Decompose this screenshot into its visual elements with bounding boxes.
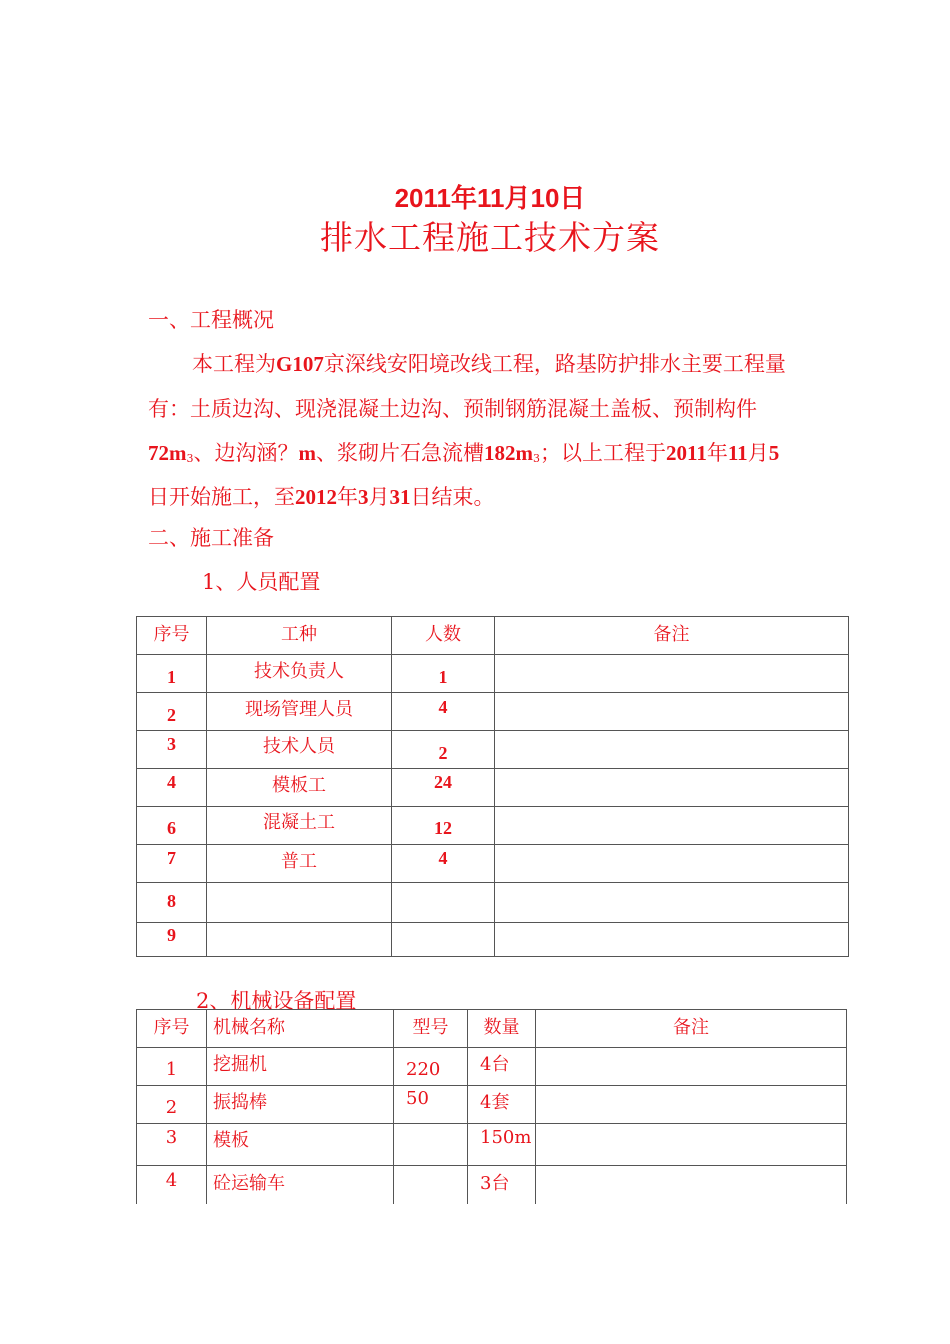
row-name: 砼运输车 <box>213 1173 285 1194</box>
row-qty: 150m <box>480 1127 532 1148</box>
row-type: 技术人员 <box>263 736 335 757</box>
table-row <box>137 807 849 845</box>
table-row <box>137 845 849 883</box>
row-no: 2 <box>165 1097 178 1118</box>
table-row <box>137 693 849 731</box>
header-qty: 数量 <box>483 1017 520 1038</box>
equipment-subheading: 2、机械设备配置 <box>196 989 357 1013</box>
row-count: 24 <box>434 772 452 792</box>
row-type: 现场管理人员 <box>245 699 353 720</box>
table-row <box>137 769 849 807</box>
row-count: 2 <box>438 743 448 763</box>
row-count: 4 <box>438 697 448 717</box>
document-date: 2011年11月10日 <box>394 183 586 213</box>
row-count: 12 <box>434 818 452 838</box>
table-row <box>137 1124 847 1166</box>
row-qty: 4台 <box>480 1054 510 1075</box>
row-type: 模板工 <box>272 775 326 796</box>
table-header-row <box>137 617 849 655</box>
row-no: 6 <box>167 818 176 838</box>
header-model: 型号 <box>412 1017 449 1038</box>
row-no: 2 <box>167 705 176 725</box>
paragraph-line-4: 日开始施工，至2012年3月31日结束。 <box>148 485 495 509</box>
personnel-table <box>136 616 849 957</box>
equipment-table <box>136 1009 847 1204</box>
header-type: 工种 <box>281 624 317 645</box>
table-row <box>137 731 849 769</box>
row-name: 挖掘机 <box>213 1054 267 1075</box>
paragraph-line-3: $72m_3$、边沟涵？m、浆砌片石急流槽$182m_3$；以上工程于2011年11月5 <box>148 441 780 465</box>
row-model: 50 <box>406 1088 429 1109</box>
header-count: 人数 <box>425 624 461 645</box>
header-no: 序号 <box>153 1017 190 1038</box>
table-header-row <box>137 1010 847 1048</box>
row-type: 混凝土工 <box>263 812 335 833</box>
header-note: 备注 <box>653 624 690 645</box>
row-no: 1 <box>165 1059 178 1080</box>
row-no: 1 <box>167 667 176 687</box>
section-2-heading: 二、施工准备 <box>148 526 274 550</box>
row-qty: 4套 <box>480 1092 510 1113</box>
row-no: 4 <box>165 1170 178 1191</box>
personnel-subheading: 1、人员配置 <box>202 570 321 594</box>
table-row <box>137 923 849 957</box>
table-row <box>137 655 849 693</box>
row-name: 模板 <box>213 1130 249 1151</box>
row-name: 振捣棒 <box>213 1092 267 1113</box>
row-no: 7 <box>167 848 176 868</box>
section-1-heading: 一、工程概况 <box>148 308 274 332</box>
table-row <box>137 1048 847 1086</box>
row-no: 9 <box>167 925 176 945</box>
row-type: 普工 <box>281 851 317 872</box>
table-row <box>137 1086 847 1124</box>
paragraph-line-2: 有：土质边沟、现浇混凝土边沟、预制钢筋混凝土盖板、预制构件 <box>148 397 757 421</box>
paragraph-line-1: 本工程为G107京深线安阳境改线工程，路基防护排水主要工程量 <box>192 352 786 376</box>
header-name: 机械名称 <box>213 1017 285 1038</box>
document-title: 排水工程施工技术方案 <box>320 218 660 257</box>
header-note: 备注 <box>673 1017 709 1038</box>
row-count: 4 <box>438 848 448 868</box>
row-count: 1 <box>438 667 448 687</box>
header-no: 序号 <box>153 624 190 645</box>
table-row <box>137 883 849 923</box>
row-qty: 3台 <box>480 1173 510 1194</box>
row-no: 8 <box>167 891 176 911</box>
row-type: 技术负责人 <box>254 661 344 682</box>
row-no: 3 <box>165 1127 178 1148</box>
row-model: 220 <box>406 1059 441 1080</box>
row-no: 3 <box>167 734 176 754</box>
row-no: 4 <box>167 772 176 792</box>
table-row <box>137 1166 847 1204</box>
